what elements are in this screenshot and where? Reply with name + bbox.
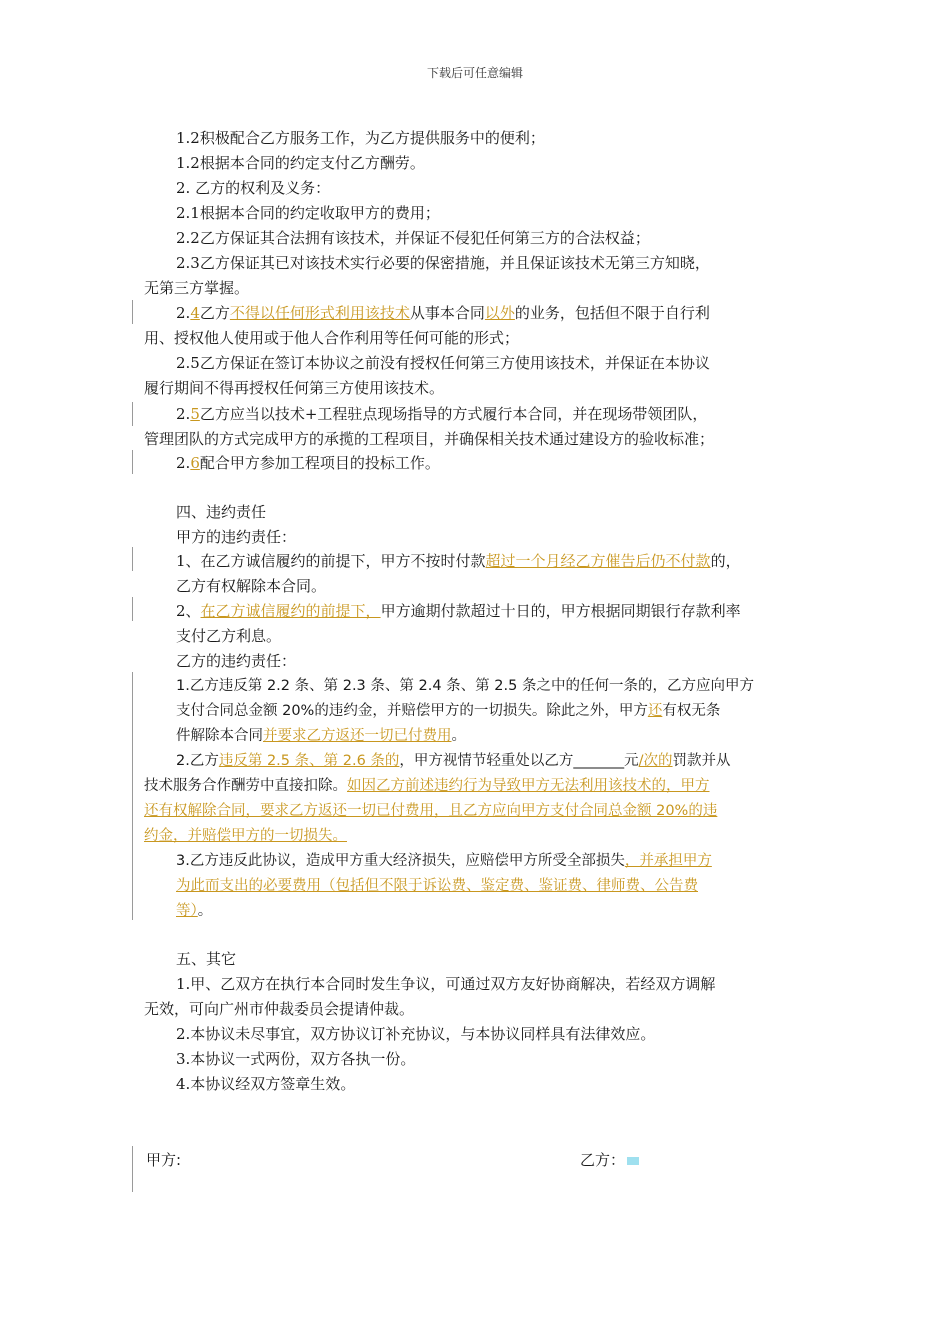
party-a-signature: 甲方: — [146, 1151, 182, 1169]
clause-text: 4.本协议经双方签章生效。 — [176, 1075, 356, 1093]
inserted-text: 超过一个月经乙方催告后仍不付款 — [485, 552, 711, 570]
text-run: 甲方逾期付款超过十日的，甲方根据同期银行存款利率 — [380, 602, 741, 620]
page-header: 下载后可任意编辑 — [426, 66, 523, 80]
clause-text — [176, 404, 707, 424]
clause-text: 2.5乙方保证在签订本协议之前没有授权任何第三方使用该技术，并保证在本协议 — [176, 354, 710, 372]
clause-text: 1.2根据本合同的约定支付乙方酬劳。 — [176, 154, 425, 172]
inserted-text: 4 — [190, 304, 200, 322]
subsection-title: 乙方的违约责任： — [176, 652, 297, 670]
clause-text: 1.2积极配合乙方服务工作，为乙方提供服务中的便利； — [176, 129, 545, 147]
revision-bar — [132, 450, 133, 474]
clause-text — [176, 726, 466, 746]
text-run: 乙方： — [580, 1151, 626, 1169]
clause-text — [176, 601, 741, 621]
inserted-text: /次的 — [638, 753, 673, 769]
text-run: 有权无条 — [662, 703, 721, 719]
clause-text: 用、授权他人使用或于他人合作利用等任何可能的形式； — [144, 329, 520, 347]
clause-text — [176, 851, 712, 871]
inserted-text: 等） — [176, 903, 198, 919]
clause-text: 1.甲、乙双方在执行本合同时发生争议，可通过双方友好协商解决，若经双方调解 — [176, 975, 716, 993]
text-run: 从事本合同 — [409, 304, 485, 322]
inserted-text: 如因乙方前述违约行为导致甲方无法利用该技术的，甲方 — [347, 778, 710, 794]
clause-text: 3.本协议一式两份，双方各执一份。 — [176, 1050, 416, 1068]
text-run: 罚款并从 — [672, 753, 731, 769]
clause-text: 2.1根据本合同的约定收取甲方的费用； — [176, 204, 440, 222]
clause-text: 2.2乙方保证其合法拥有该技术，并保证不侵犯任何第三方的合法权益； — [176, 229, 650, 247]
clause-text: 履行期间不得再授权任何第三方使用该技术。 — [144, 379, 445, 397]
text-run: 2. — [176, 405, 191, 423]
text-run: 配合甲方参加工程项目的投标工作。 — [199, 454, 440, 472]
subsection-title: 甲方的违约责任： — [176, 528, 297, 546]
text-run: 支付合同总金额 20%的违约金，并赔偿甲方的一切损失。除此之外，甲方 — [176, 703, 648, 719]
revision-bar — [132, 1146, 133, 1192]
text-run: 2.乙方 — [176, 753, 219, 769]
text-run: 乙方应当以技术+工程驻点现场指导的方式履行本合同，并在现场带领团队， — [199, 405, 708, 423]
clause-text — [144, 776, 710, 796]
inserted-text: 约金，并赔偿甲方的一切损失。 — [144, 828, 347, 844]
clause-text: 管理团队的方式完成甲方的承揽的工程项目，并确保相关技术通过建设方的验收标准； — [144, 430, 715, 448]
inserted-text: 为此而支出的必要费用（包括但不限于诉讼费、鉴定费、鉴证费、律师费、公告费 — [176, 878, 698, 894]
clause-text — [176, 303, 710, 323]
clause-text: 乙方有权解除本合同。 — [176, 577, 327, 595]
inserted-text: ，并承担甲方 — [624, 853, 712, 869]
clause-text: 无效，可向广州市仲裁委员会提请仲裁。 — [144, 1000, 415, 1018]
inserted-text: 5 — [190, 405, 200, 423]
inserted-text: 在乙方诚信履约的前提下， — [200, 602, 381, 620]
section-heading: 2. 乙方的权利及义务： — [176, 179, 331, 197]
text-run: 件解除本合同 — [176, 728, 263, 744]
inserted-text: 还 — [647, 703, 663, 719]
text-run: 2. — [176, 304, 191, 322]
text-run: 乙方 — [199, 304, 230, 322]
text-run: 2. — [176, 454, 191, 472]
inserted-text: 违反第 2.5 条、第 2.6 条的 — [218, 753, 400, 769]
inserted-text: 不得以任何形式利用该技术 — [229, 304, 410, 322]
clause-text — [176, 901, 212, 921]
text-run: 1、在乙方诚信履约的前提下，甲方不按时付款 — [176, 552, 486, 570]
text-run: 2、 — [176, 602, 201, 620]
text-run: 3.乙方违反此协议，造成甲方重大经济损失，应赔偿甲方所受全部损失 — [176, 853, 625, 869]
clause-text: 支付乙方利息。 — [176, 627, 282, 645]
revision-bar — [132, 300, 133, 324]
clause-text: 1.乙方违反第 2.2 条、第 2.3 条、第 2.4 条、第 2.5 条之中的任何一条的，乙方应向甲方 — [176, 678, 754, 694]
clause-text — [176, 701, 720, 721]
section-title: 四、违约责任 — [176, 503, 267, 521]
text-run: ，甲方视情节轻重处以乙方_______元 — [399, 753, 639, 769]
text-run: 技术服务合作酬劳中直接扣除。 — [144, 778, 347, 794]
inserted-text: 还有权解除合同，要求乙方返还一切已付费用，且乙方应向甲方支付合同总金额 20%的违 — [144, 803, 718, 819]
revision-bar — [132, 672, 133, 920]
clause-text — [176, 453, 440, 473]
inserted-text: 并要求乙方返还一切已付费用 — [263, 728, 452, 744]
revision-bar — [132, 402, 133, 426]
clause-text — [176, 551, 741, 571]
clause-text — [176, 751, 731, 771]
revision-bar — [132, 547, 133, 571]
clause-text: 2.3乙方保证其已对该技术实行必要的保密措施，并且保证该技术无第三方知晓， — [176, 254, 710, 272]
revision-bar — [132, 597, 133, 621]
text-run: 的， — [710, 552, 741, 570]
party-b-signature — [580, 1150, 639, 1170]
text-run: 。 — [451, 728, 466, 744]
inserted-text: 以外 — [484, 304, 515, 322]
highlight-mark — [627, 1157, 639, 1165]
text-run: 。 — [197, 903, 213, 919]
clause-text: 2.本协议未尽事宜，双方协议订补充协议，与本协议同样具有法律效应。 — [176, 1025, 656, 1043]
inserted-text: 6 — [190, 454, 200, 472]
text-run: 的业务，包括但不限于自行利 — [514, 304, 710, 322]
clause-text: 无第三方掌握。 — [144, 279, 250, 297]
section-title: 五、其它 — [176, 950, 237, 968]
